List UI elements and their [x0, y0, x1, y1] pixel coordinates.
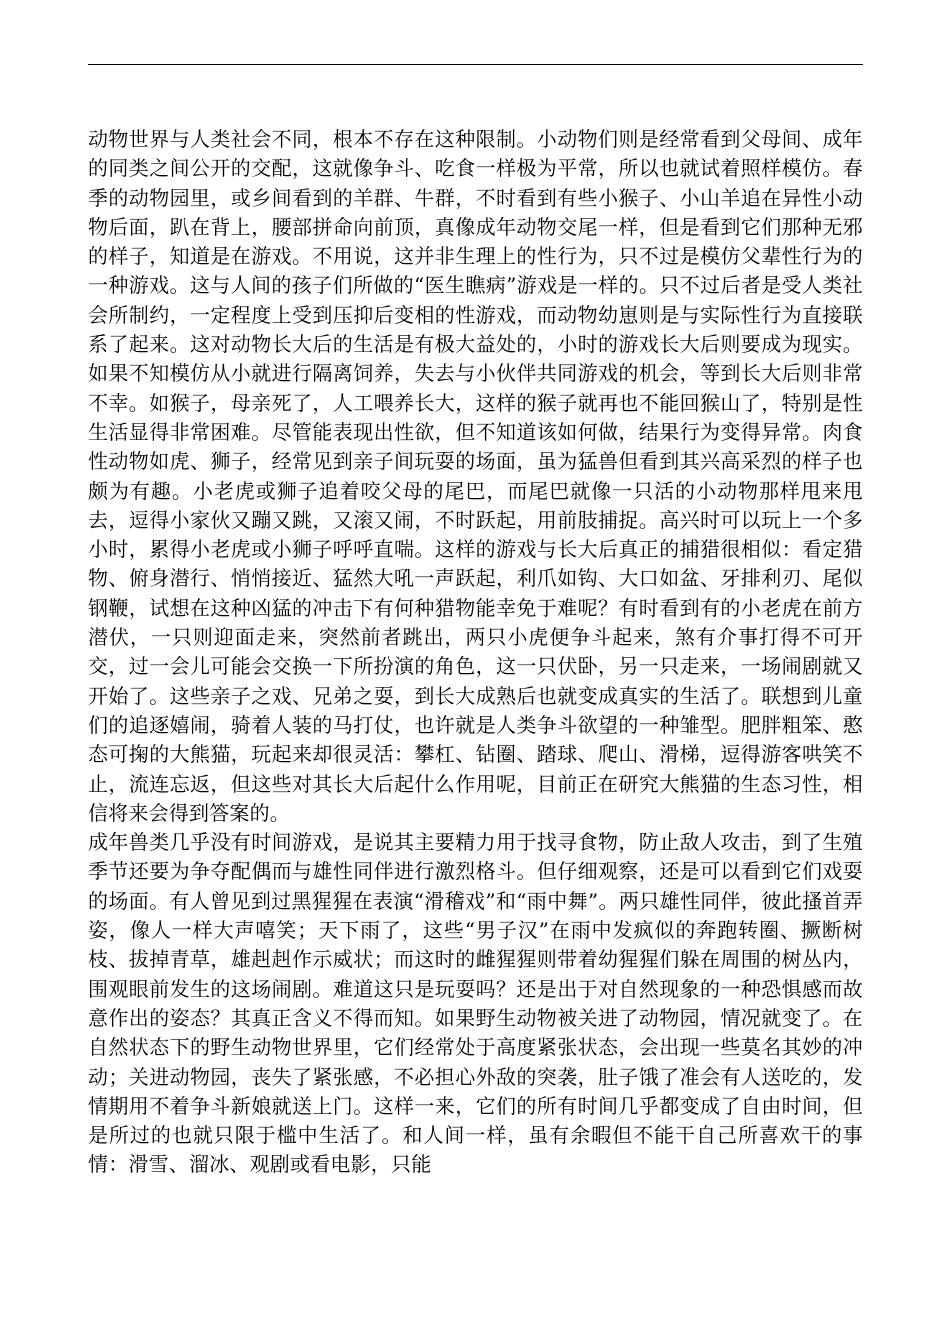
body-text — [88, 125, 863, 1180]
paragraph-1: 动物世界与人类社会不同，根本不存在这种限制。小动物们则是经常看到父母间、成年的同类之间公开的交配，这就像争斗、吃食一样极为平常，所以也就试着照样模仿。春季的动物园里，或乡间看到的羊群、牛群，不时看到有些小猴子、小山羊追在异性小动物后面，趴在背上，腰部拼命向前顶，真像成年动物交尾一样，但是看到它们那种无邪的样子，知道是在游戏。不用说，这并非生理上的性行为，只不过是模仿父辈性行为的一种游戏。这与人间的孩子们所做的“医生瞧病”游戏是一样的。只不过后者是受人类社会所制约，一定程度上受到压抑后变相的性游戏，而动物幼崽则是与实际性行为直接联系了起来。这对动物长大后的生活是有极大益处的，小时的游戏长大后则要成为现实。如果不知模仿从小就进行隔离饲养，失去与小伙伴共同游戏的机会，等到长大后则非常不幸。如猴子，母亲死了，人工喂养长大，这样的猴子就再也不能回猴山了，特别是性生活显得非常困难。尽管能表现出性欲，但不知道该如何做，结果行为变得异常。肉食性动物如虎、狮子，经常见到亲子间玩耍的场面，虽为猛兽但看到其兴高采烈的样子也颇为有趣。小老虎或狮子追着咬父母的尾巴，而尾巴就像一只活的小动物那样甩来甩去，逗得小家伙又蹦又跳，又滚又闹，不时跃起，用前肢捕捉。高兴时可以玩上一个多小时，累得小老虎或小狮子呼呼直喘。这样的游戏与长大后真正的捕猎很相似：看定猎物、俯身潜行、悄悄接近、猛然大吼一声跃起，利爪如钩、大口如盆、牙排利刃、尾似钢鞭，试想在这种凶猛的冲击下有何种猎物能幸免于难呢？有时看到有的小老虎在前方潜伏，一只则迎面走来，突然前者跳出，两只小虎便争斗起来，煞有介事打得不可开交，过一会儿可能会交换一下所扮演的角色，这一只伏卧，另一只走来，一场闹剧就又开始了。这些亲子之戏、兄弟之耍，到长大成熟后也就变成真实的生活了。联想到儿童们的追逐嬉闹，骑着人装的马打仗，也许就是人类争斗欲望的一种雏型。肥胖粗笨、憨态可掬的大熊猫，玩起来却很灵活：攀杠、钻圈、踏球、爬山、滑梯，逗得游客哄笑不止，流连忘返，但这些对其长大后起什么作用呢，目前正在研究大熊猫的生态习性，相信将来会得到答案的。 — [88, 127, 863, 825]
paragraph-2: 成年兽类几乎没有时间游戏，是说其主要精力用于找寻食物，防止敌人攻击，到了生殖季节还要为争夺配偶而与雄性同伴进行激烈格斗。但仔细观察，还是可以看到它们戏耍的场面。有人曾见到过黑猩猩在表演“滑稽戏”和“雨中舞”。两只雄性同伴，彼此搔首弄姿，像人一样大声嘻笑；天下雨了，这些“男子汉”在雨中发疯似的奔跑转圈、撅断树枝、拔掉青草，雄赳赳作示威状；而这时的雌猩猩则带着幼猩猩们躲在周围的树丛内，围观眼前发生的这场闹剧。难道这只是玩耍吗？还是出于对自然现象的一种恐惧感而故意作出的姿态？其真正含义不得而知。如果野生动物被关进了动物园，情况就变了。在自然状态下的野生动物世界里，它们经常处于高度紧张状态，会出现一些莫名其妙的冲动；关进动物园，丧失了紧张感，不必担心外敌的突袭，肚子饿了准会有人送吃的，发情期用不着争斗新娘就送上门。这样一来，它们的所有时间几乎都变成了自由时间，但是所过的也就只限于槛中生活了。和人间一样，虽有余暇但不能干自己所喜欢干的事情：滑雪、溜冰、观剧或看电影，只能 — [88, 830, 863, 1177]
header-rule — [88, 64, 863, 65]
